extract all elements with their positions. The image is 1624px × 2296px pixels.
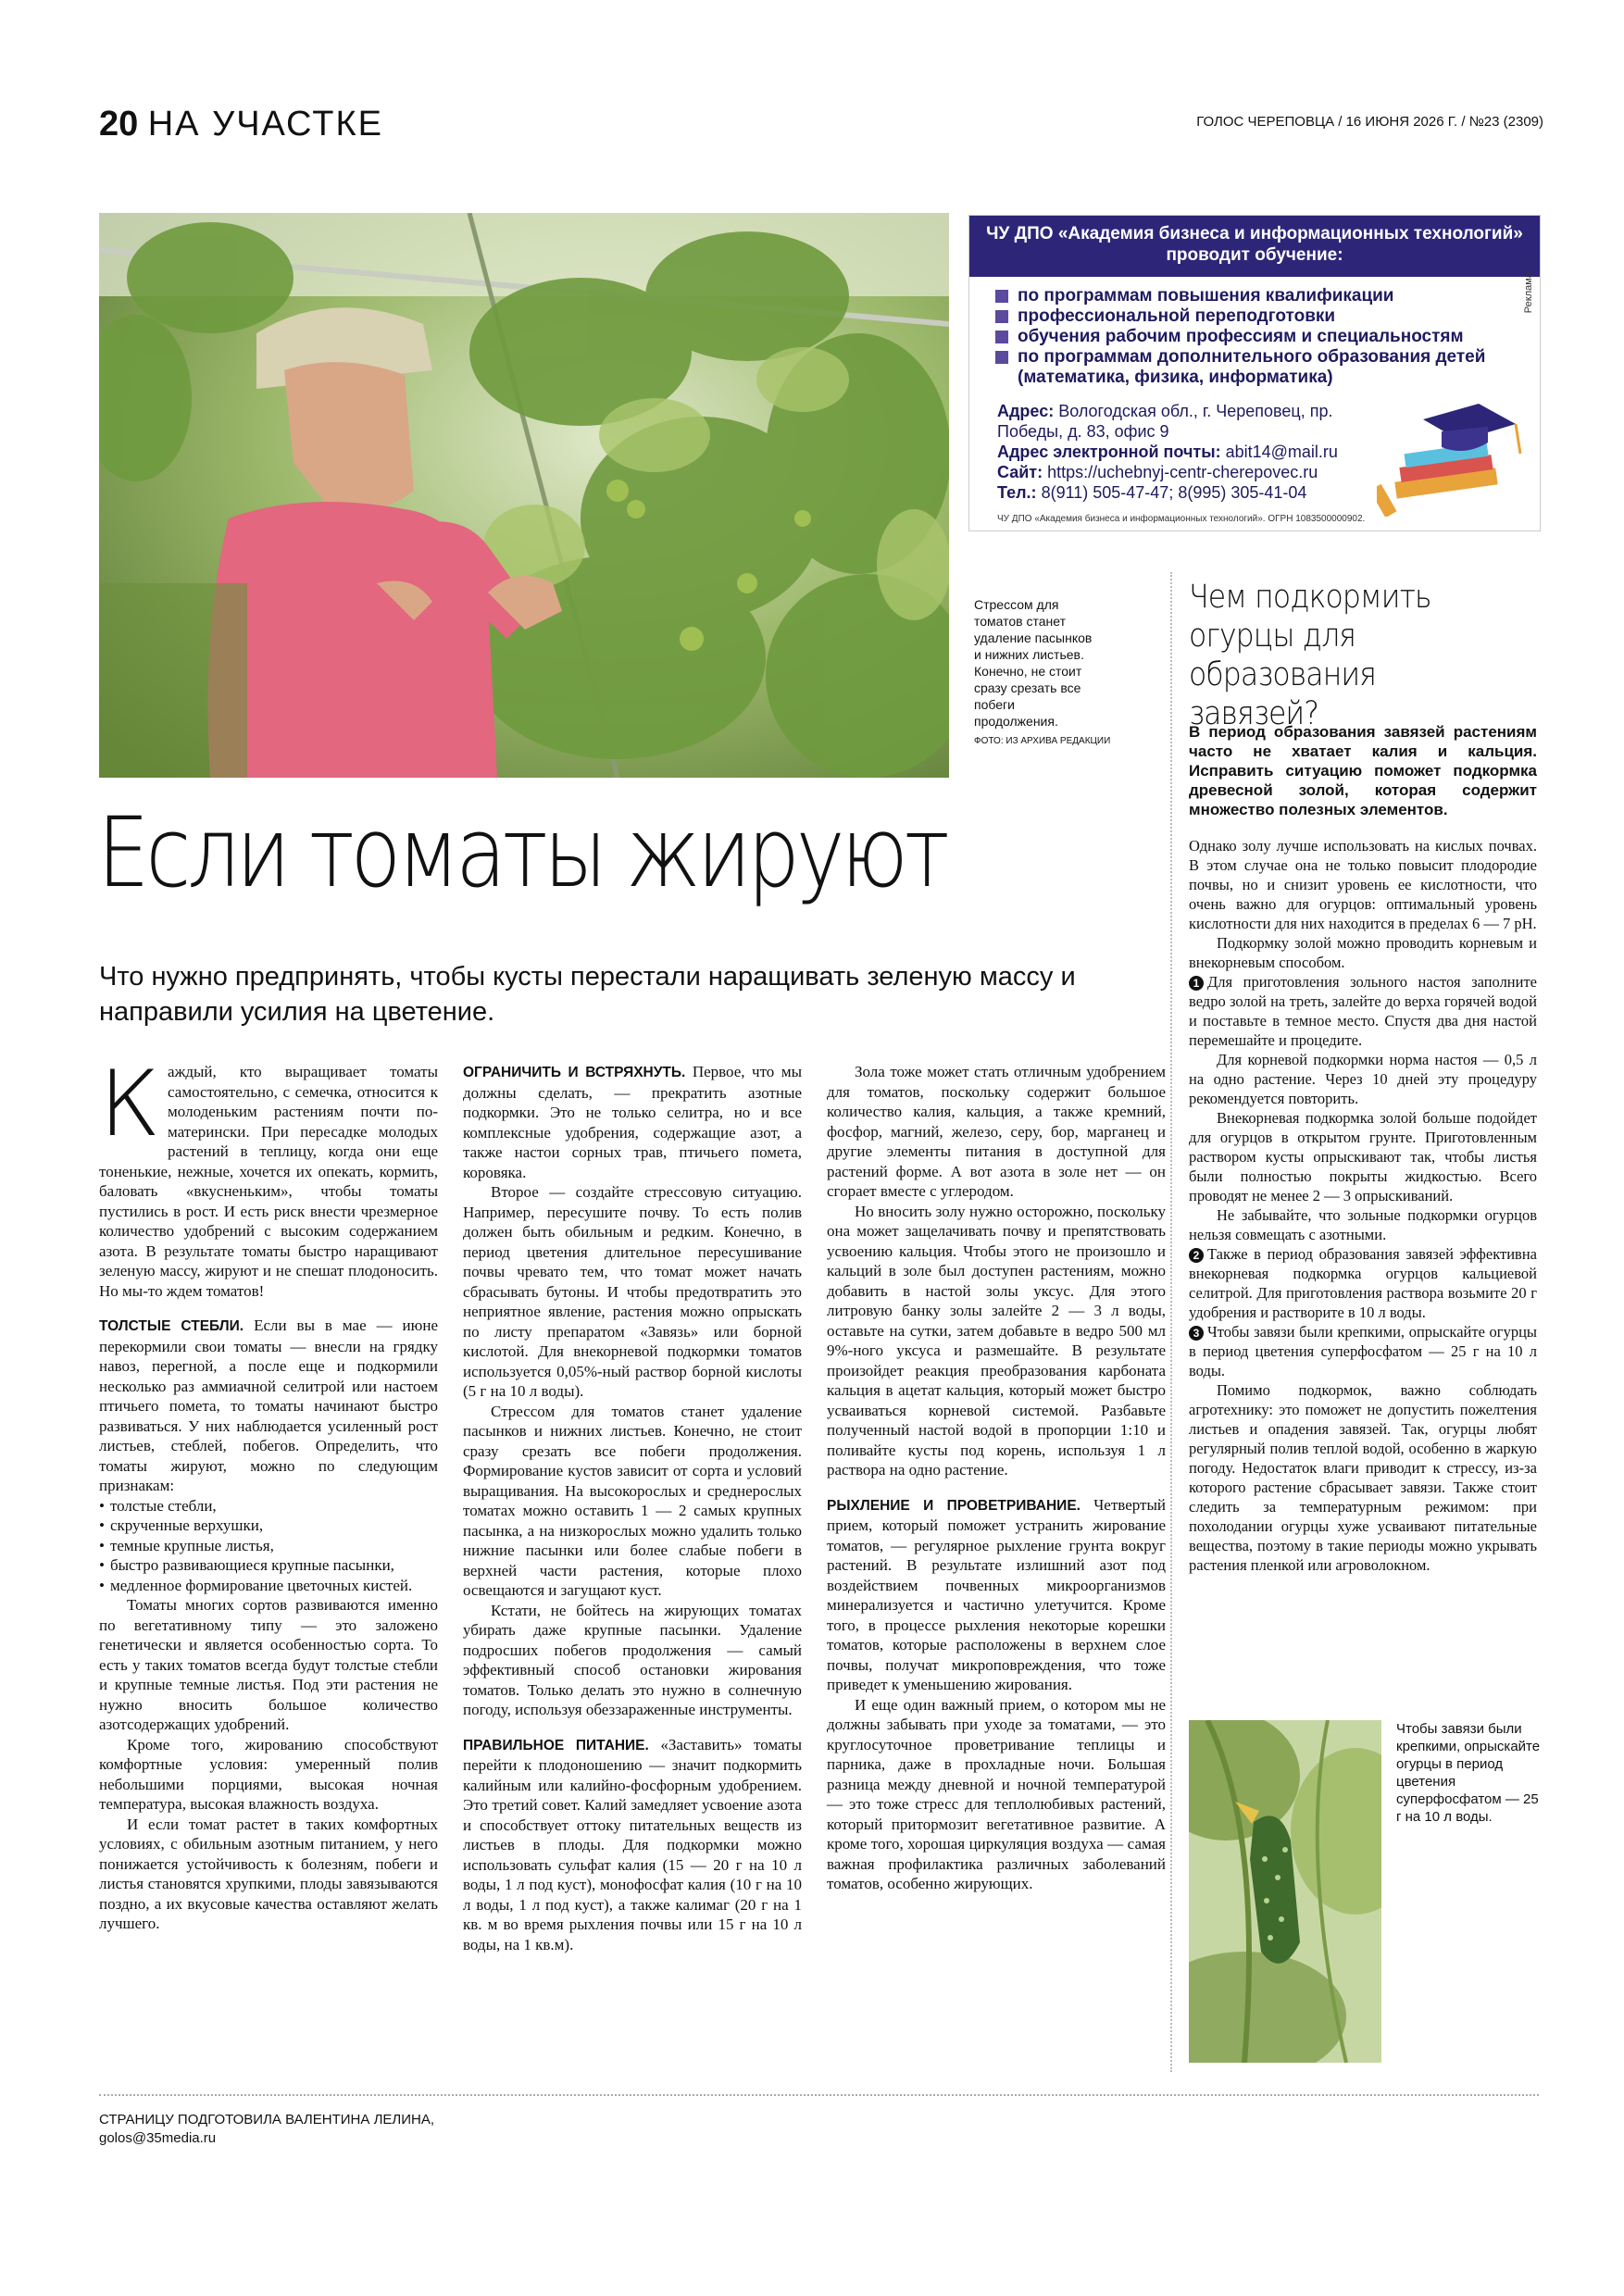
graduation-cap-icon [1377,396,1534,517]
article-column-1 [99,1052,438,1934]
cucumber-image [1189,1720,1381,2063]
paragraph: Второе — создайте стрессовую ситуацию. Например, пересушите почву. То есть полив должен быть обильным и редким. Конечно, в период цветения длительное пересушивание почвы чревато тем, что томат может начать сбрасывать бутоны. И чтобы предотвратить это неприятное явление, растения можно опрыскать по листу препаратом «Завязь» или борной кислотой. Для внекорневой подкормки томатов используется 0,05%-ный раствор борной кислоты (5 г на 10 л воды). [463,1183,802,1400]
paragraph: ОГРАНИЧИТЬ И ВСТРЯХНУТЬ. Первое, что мы должны сделать, — прекратить азотные подкормки. Это не только селитра, но и все комплексные удобрения, содержащие азот, а также настои сорных трав, птичьего помета, коровяка. [463,1063,802,1181]
footer-rule [99,2094,1539,2096]
subheading: ПРАВИЛЬНОЕ ПИТАНИЕ. [463,1737,649,1753]
cucumber-caption: Чтобы завязи были крепкими, опрыскайте огурцы в период цветения суперфосфатом — 25 г на 10 л воды. [1396,1721,1541,1825]
subheading: ОГРАНИЧИТЬ И ВСТРЯХНУТЬ. [463,1065,686,1080]
paragraph: Но вносить золу нужно осторожно, поскольку она может защелачивать почву и препятствовать усвоению кальция. Чтобы этого не произошло и кальций в золе был доступен растениям, можно добавить в настой золы уксус. Для этого литровую банку золы залейте 2 — 3 л воды, оставьте на сутки, затем добавьте в ведро 500 мл 9%-ного уксуса и размешайте. В результате произойдет реакция преобразования карбоната кальция в ацетат кальция, который может быстро усваиваться корневой системой. Разбавьте полученный настой водой в пропорции 1:10 и поливайте кусты под корень, используя 1 л раствора на одно растение. [827,1202,1166,1479]
main-photo [99,213,949,778]
list-item: • быстро развивающиеся крупные пасынки, [99,1555,438,1576]
ad-contacts: Адрес: Вологодская обл., г. Череповец, пр. Победы, д. 83, офис 9 Адрес электронной почты: abit14@mail.ru Сайт: https://uchebnyj-centr-cherepovec.ru Тел.: 8(911) 505-47-47; 8(995) 305-41-04 [997,402,1338,502]
paragraph: Подкормку золой можно проводить корневым и внекорневым способом. [1189,934,1537,971]
page-number: 20 [99,105,139,144]
paragraph: Для корневой подкормки норма настоя — 0,5 л на одно растение. Через 10 дней эту процедуру рекомендуется повторить. [1189,1051,1537,1107]
ad-items [969,277,1540,392]
photo-caption-text: Стрессом для томатов станет удаление пасынков и нижних листьев. Конечно, не стоит сразу срезать все побеги продолжения. [974,597,1093,729]
subheading: ТОЛСТЫЕ СТЕБЛИ. [99,1318,244,1334]
ad-item: профессиональной переподготовки [995,306,1527,327]
ad-title-bar [969,216,1540,277]
dropcap: К [99,1052,161,1157]
paragraph: Внекорневая подкормка золой больше подойдет для огурцов в открытом грунте. Приготовленным раствором кусты опрыскивают так, чтобы листья были полностью покрыты жидкостью. Всего проводят не менее 2 — 3 опрыскиваний. [1189,1109,1537,1204]
number-badge: 2 [1189,1248,1204,1263]
article-standfirst: Что нужно предпринять, чтобы кусты перестали наращивать зеленую массу и направили усилия на цветение. [99,962,1076,1027]
photo-caption [974,596,1111,750]
signs-list [99,1496,438,1596]
paragraph: РЫХЛЕНИЕ И ПРОВЕТРИВАНИЕ. Четвертый прием, который поможет устранить жирование томатов, — регулярное рыхление грунта вокруг растений. В результате излишний азот под воздействием почвенных микроорганизмов минерализуется и частично улетучится. Кроме того, в процессе рыхления некоторые корешки томатов, которые расположены в верхнем слое почвы, получат микроповреждения, что тоже приведет к уменьшению жирования. [827,1495,1166,1693]
paragraph: Не забывайте, что зольные подкормки огурцов нельзя совмещать с азотными. [1189,1206,1537,1243]
publication-info: ГОЛОС ЧЕРЕПОВЦА / 16 ИЮНЯ 2026 Г. / №23 (2309) [1196,114,1543,130]
footer-email[interactable]: golos@35media.ru [99,2130,217,2146]
paragraph: 2 Также в период образования завязей эффективна внекорневая подкормка огурцов кальциевой селитрой. Для приготовления раствора возьмите 20 г удобрения и растворите в 10 л воды. [1189,1245,1537,1321]
section-title: НА УЧАСТКЕ [147,105,383,144]
ad-address: Вологодская обл., г. Череповец, пр. Победы, д. 83, офис 9 [997,402,1333,441]
cucumber-photo [1189,1720,1381,2063]
photo-credit: ФОТО: ИЗ АРХИВА РЕДАКЦИИ [974,736,1111,746]
paragraph: ПРАВИЛЬНОЕ ПИТАНИЕ. «Заставить» томаты перейти к плодоношению — значит подкормить калийным или калийно-фосфорным удобрением. Это третий совет. Калий замедляет усвоение азота и способствует оттоку питательных веществ из листьев в плоды. Для подкормки можно использовать сульфат калия (15 — 20 г на 10 л воды, 1 л под куст), монофосфат калия (10 г на 10 л воды, 1 л под куст), а также калимаг (20 г на 1 кв. м во время рыхления почвы или 15 г на 10 л воды, на 1 кв.м). [463,1735,802,1953]
list-item: • скрученные верхушки, [99,1516,438,1536]
list-item: • темные крупные листья, [99,1536,438,1556]
ad-phone: 8(911) 505-47-47; 8(995) 305-41-04 [1041,483,1307,502]
paragraph: Помимо подкормок, важно соблюдать агротехнику: это поможет не допустить пожелтения листьев и опадения завязей. Так, огурцы любят регулярный полив теплой водой, особенно в жаркую погоду. Недостаток влаги приводит к стрессу, из-за которого растение сбрасывает завязи. Также стоит следить за температурным режимом: при похолодании огурцы хуже усваивают питательные вещества, поэтому в такие периоды можно укрывать растения пленкой или агроволокном. [1189,1381,1537,1574]
tomato-gardener-image [99,213,949,778]
ad-title: ЧУ ДПО «Академия бизнеса и информационных технологий» проводит обучение: [986,224,1523,265]
sidebar-body [1189,722,1537,1575]
list-item: • толстые стебли, [99,1496,438,1516]
ad-advert-mark: Реклама. [1523,269,1534,314]
list-item: • медленное формирование цветочных кистей. [99,1576,438,1596]
ad-footnote: ЧУ ДПО «Академия бизнеса и информационных технологий». ОГРН 1083500000902. [997,514,1366,524]
page-header [99,105,1543,151]
footer [99,2111,434,2148]
ad-item: по программам повышения квалификации [995,286,1527,306]
paragraph: И еще один важный прием, о котором мы не должны забывать при уходе за томатами, — это круглосуточное проветривание теплицы и парника, даже в прохладные ночи. Большая разница между дневной и ночной температурой — это тоже стресс для теплолюбивых растений, который притормозит вегетативное развитие. А кроме того, хорошая циркуляция воздуха — самая важная профилактика различных заболеваний томатов, особенно жирующих. [827,1695,1166,1892]
paragraph: ТОЛСТЫЕ СТЕБЛИ. Если вы в мае — июне перекормили свои томаты — внесли на грядку навоз, перегной, а после еще и подкормили несколько раз аммиачной селитрой или настоем птичьего помета, то томаты начинают быстро развиваться. У них наблюдается усиленный рост листьев, стеблей, побегов. Определить, что томаты жируют, можно по следующим признакам: [99,1316,438,1494]
number-badge: 1 [1189,976,1204,991]
ad-item: по программам дополнительного образования детей (математика, физика, информатика) [995,347,1527,388]
article-column-3 [827,1062,1166,1894]
paragraph: Кстати, не бойтесь на жирующих томатах убирать даже крупные пасынки. Удаление подросших побегов продолжения — самый эффективный способ остановки жирования томатов. Только делать это нужно в солнечную погоду, используя обеззараженные инструменты. [463,1601,802,1718]
ad-item: обучения рабочим профессиям и специальностям [995,327,1527,347]
paragraph: Кроме того, жированию способствуют комфортные условия: умеренный полив небольшими порциями, высокая ночная температура, высокая влажность воздуха. [99,1735,438,1813]
ad-email[interactable]: abit14@mail.ru [1225,443,1338,461]
paragraph: 1 Для приготовления зольного настоя заполните ведро золой на треть, залейте до верха горячей водой и поставьте в темное место. Спустя два дня настой перемешайте и процедите. [1189,973,1537,1049]
article-headline: Если томаты жируют [97,796,946,909]
paragraph: Стрессом для томатов станет удаление пасынков и нижних листьев. Конечно, не стоит сразу срезать все побеги продолжения. Формирование кустов зависит от сорта и условий выращивания. На высокорослых и среднерослых томатах можно оставить 1 — 2 самых крупных пасынка, а на низкорослых можно удалить только нижние пасынки или более слабые побеги в верхней части растения, которые плохо освещаются и загущают куст. [463,1402,802,1599]
sidebar-lead: В период образования завязей растениям часто не хватает калия и кальция. Исправить ситуацию поможет подкормка древесной золой, которая содержит множество полезных элементов. [1189,723,1537,818]
advertisement [968,215,1541,531]
paragraph: 3 Чтобы завязи были крепкими, опрыскайте огурцы в период цветения суперфосфатом — 25 г на 10 л воды. [1189,1323,1537,1379]
article-column-2 [463,1062,802,1954]
paragraph: Однако золу лучше использовать на кислых почвах. В этом случае она не только повысит плодородие почвы, но и снизит уровень ее кислотности, что очень важно для огурцов: оптимальный уровень кислотности для них находится в пределах 6 — 7 pH. [1189,837,1537,932]
ad-site[interactable]: https://uchebnyj-centr-cherepovec.ru [1047,463,1318,481]
paragraph: Томаты многих сортов развиваются именно по вегетативному типу — это заложено генетически и является особенностью сорта. То есть у таких томатов всегда будут толстые стебли и крупные темные листья. Под эти растения не нужно вносить большое количество азотсодержащих удобрений. [99,1596,438,1733]
article-intro: Каждый, кто выращивает томаты самостоятельно, с семечка, относится к молоденьким растениям почти по-матерински. При пересадке молодых растений в теплицу, когда они еще тоненькие, нежные, хочется их опекать, кормить, баловать «вкусненьким», чтобы томаты пустились в рост. И есть риск внести чрезмерное количество удобрений с высоким содержанием азота. В результате томаты быстро наращивают зеленую массу, жируют и не спешат плодоносить. Но мы-то ждем томатов! [99,1052,438,1300]
number-badge: 3 [1189,1326,1204,1341]
subheading: РЫХЛЕНИЕ И ПРОВЕТРИВАНИЕ. [827,1497,1081,1514]
paragraph: И если томат растет в таких комфортных условиях, с обильным азотным питанием, у него понижается устойчивость к болезням, побеги и листья становятся хрупкими, плоды завязываются поздно, а их вкусовые качества оставляют желать лучшего. [99,1815,438,1932]
paragraph: Зола тоже может стать отличным удобрением для томатов, поскольку содержит большое количество калия, кальция, а также кремний, фосфор, магний, железо, серу, бор, марганец и другие элементы питания в доступной для растений форме. А вот азота в золе нет — он сгорает вместе с углеродом. [827,1063,1166,1200]
footer-author: СТРАНИЦУ ПОДГОТОВИЛА ВАЛЕНТИНА ЛЕЛИНА, [99,2112,435,2128]
sidebar-headline: Чем подкормить огурцы для образования завязей? [1189,579,1431,732]
